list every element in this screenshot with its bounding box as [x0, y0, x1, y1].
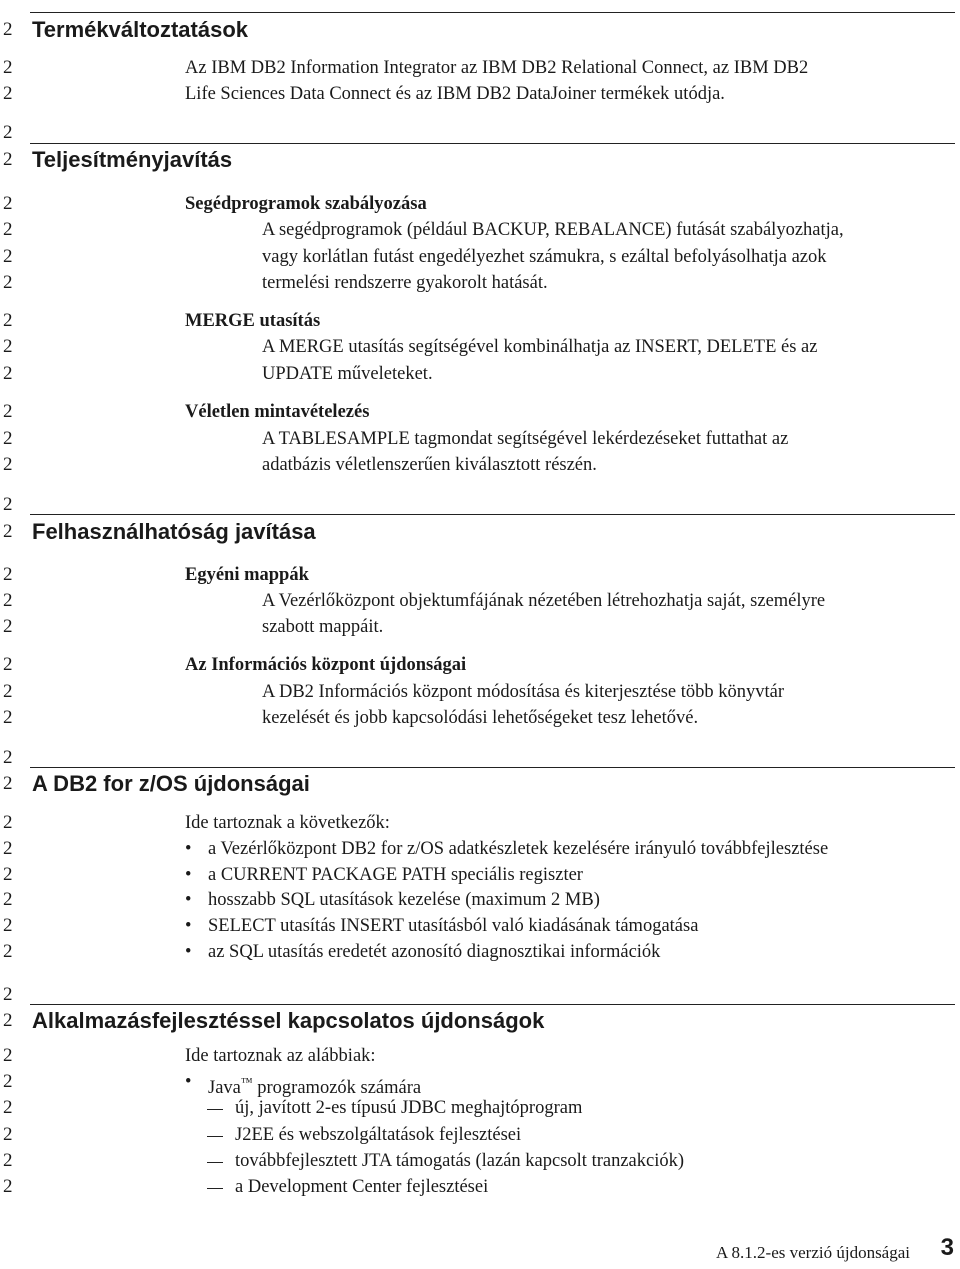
- margin-marker: 2: [3, 590, 13, 611]
- list-item: SELECT utasítás INSERT utasításból való kiadásának támogatása: [208, 916, 699, 936]
- margin-marker: 2: [3, 494, 13, 515]
- definition-text: kezelését és jobb kapcsolódási lehetőségeket tesz lehetővé.: [262, 708, 699, 728]
- margin-marker: 2: [3, 454, 13, 475]
- definition-text: A Vezérlőközpont objektumfájának nézetében létrehozhatja saját, személyre: [262, 591, 826, 611]
- section-rule: [30, 143, 955, 144]
- margin-marker: 2: [3, 889, 13, 910]
- margin-marker: 2: [3, 654, 13, 675]
- margin-marker: 2: [3, 1124, 13, 1145]
- margin-marker: 2: [3, 864, 13, 885]
- trademark-symbol: ™: [240, 1075, 253, 1089]
- definition-text: A DB2 Információs központ módosítása és kiterjesztése több könyvtár: [262, 682, 785, 702]
- running-footer: A 8.1.2-es verzió újdonságai: [715, 1243, 910, 1262]
- section-heading: Felhasználhatóság javítása: [32, 519, 316, 544]
- bullet-icon: •: [185, 839, 192, 859]
- bullet-icon: •: [185, 942, 192, 962]
- list-item: a CURRENT PACKAGE PATH speciális regiszter: [208, 865, 583, 885]
- margin-marker: 2: [3, 707, 13, 728]
- margin-marker: 2: [3, 521, 13, 542]
- definition-text: A MERGE utasítás segítségével kombinálhatja az INSERT, DELETE és az: [262, 337, 818, 357]
- margin-marker: 2: [3, 1097, 13, 1118]
- margin-marker: 2: [3, 1071, 13, 1092]
- margin-marker: 2: [3, 310, 13, 331]
- margin-marker: 2: [3, 564, 13, 585]
- bullet-icon: •: [185, 865, 192, 885]
- margin-marker: 2: [3, 941, 13, 962]
- section-rule: [30, 12, 955, 13]
- margin-marker: 2: [3, 193, 13, 214]
- definition-text: UPDATE műveleteket.: [262, 364, 433, 384]
- list-item: hosszabb SQL utasítások kezelése (maximum 2 MB): [208, 890, 600, 910]
- definition-text: termelési rendszerre gyakorolt hatását.: [262, 273, 548, 293]
- dash-icon: [207, 1188, 223, 1189]
- sub-list-item: továbbfejlesztett JTA támogatás (lazán kapcsolt tranzakciók): [235, 1151, 685, 1171]
- margin-marker: 2: [3, 773, 13, 794]
- margin-marker: 2: [3, 272, 13, 293]
- margin-marker: 2: [3, 401, 13, 422]
- dash-icon: [207, 1109, 223, 1110]
- bullet-icon: •: [185, 916, 192, 936]
- margin-marker: 2: [3, 1176, 13, 1197]
- section-rule: [30, 1004, 955, 1005]
- definition-text: adatbázis véletlenszerűen kiválasztott részén.: [262, 455, 597, 475]
- margin-marker: 2: [3, 428, 13, 449]
- margin-marker: 2: [3, 363, 13, 384]
- dash-icon: [207, 1136, 223, 1137]
- list-intro: Ide tartoznak a következők:: [185, 813, 390, 833]
- body-text: Life Sciences Data Connect és az IBM DB2 DataJoiner termékek utódja.: [185, 84, 725, 104]
- sub-list-item: J2EE és webszolgáltatások fejlesztései: [235, 1125, 522, 1145]
- sub-list-item: új, javított 2-es típusú JDBC meghajtóprogram: [235, 1098, 583, 1118]
- section-heading: Alkalmazásfejlesztéssel kapcsolatos újdonságok: [32, 1008, 545, 1033]
- definition-text: szabott mappáit.: [262, 617, 384, 637]
- definition-text: vagy korlátlan futást engedélyezhet számukra, s ezáltal befolyásolhatja azok: [262, 247, 827, 267]
- margin-marker: 2: [3, 219, 13, 240]
- list-item: [208, 1071, 421, 1099]
- margin-marker: 2: [3, 1010, 13, 1031]
- definition-text: A TABLESAMPLE tagmondat segítségével lekérdezéseket futtathat az: [262, 429, 789, 449]
- section-heading: Teljesítményjavítás: [32, 147, 233, 172]
- margin-marker: 2: [3, 616, 13, 637]
- dash-icon: [207, 1162, 223, 1163]
- definition-term: Segédprogramok szabályozása: [185, 194, 427, 214]
- margin-marker: 2: [3, 57, 13, 78]
- sub-list-item: a Development Center fejlesztései: [235, 1177, 489, 1197]
- margin-marker: 2: [3, 122, 13, 143]
- margin-marker: 2: [3, 681, 13, 702]
- margin-marker: 2: [3, 246, 13, 267]
- section-heading: Termékváltoztatások: [32, 17, 249, 42]
- page-number: 3: [940, 1234, 954, 1261]
- definition-term: Az Információs központ újdonságai: [185, 655, 467, 675]
- list-item: az SQL utasítás eredetét azonosító diagnosztikai információk: [208, 942, 661, 962]
- java-suffix: programozók számára: [252, 1078, 422, 1099]
- margin-marker: 2: [3, 747, 13, 768]
- definition-term: MERGE utasítás: [185, 311, 321, 331]
- definition-term: Egyéni mappák: [185, 565, 309, 585]
- margin-marker: 2: [3, 336, 13, 357]
- definition-text: A segédprogramok (például BACKUP, REBALANCE) futását szabályozhatja,: [262, 220, 844, 240]
- margin-marker: 2: [3, 838, 13, 859]
- margin-marker: 2: [3, 149, 13, 170]
- list-intro: Ide tartoznak az alábbiak:: [185, 1046, 376, 1066]
- list-item: a Vezérlőközpont DB2 for z/OS adatkészletek kezelésére irányuló továbbfejlesztése: [208, 839, 829, 859]
- margin-marker: 2: [3, 83, 13, 104]
- java-label: Java: [208, 1078, 241, 1099]
- margin-marker: 2: [3, 812, 13, 833]
- section-rule: [30, 514, 955, 515]
- section-heading: A DB2 for z/OS újdonságai: [32, 771, 310, 796]
- section-rule: [30, 767, 955, 768]
- margin-marker: 2: [3, 984, 13, 1005]
- margin-marker: 2: [3, 1045, 13, 1066]
- margin-marker: 2: [3, 19, 13, 40]
- body-text: Az IBM DB2 Information Integrator az IBM DB2 Relational Connect, az IBM DB2: [185, 58, 809, 78]
- definition-term: Véletlen mintavételezés: [185, 402, 370, 422]
- margin-marker: 2: [3, 1150, 13, 1171]
- bullet-icon: •: [185, 1072, 192, 1092]
- bullet-icon: •: [185, 890, 192, 910]
- margin-marker: 2: [3, 915, 13, 936]
